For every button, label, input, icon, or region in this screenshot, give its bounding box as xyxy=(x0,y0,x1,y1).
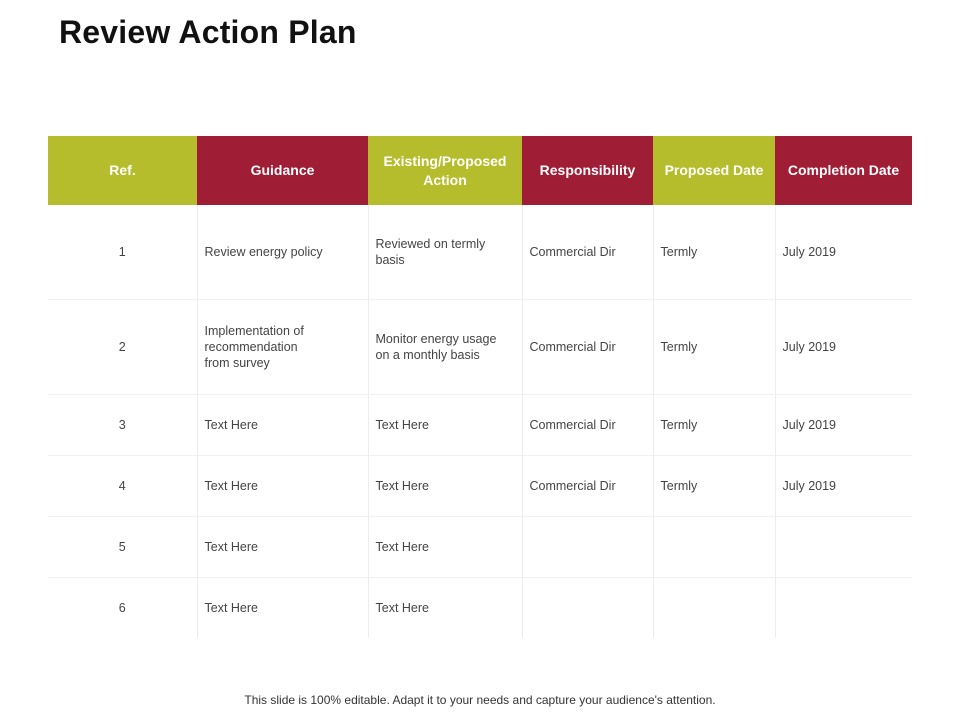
cell-completion-date xyxy=(775,578,912,639)
action-plan-table xyxy=(48,136,912,638)
cell-guidance: Text Here xyxy=(197,578,368,639)
table-row xyxy=(48,300,912,395)
cell-completion-date: July 2019 xyxy=(775,300,912,395)
table-row xyxy=(48,205,912,300)
cell-completion-date xyxy=(775,517,912,578)
cell-action: Reviewed on termly basis xyxy=(368,205,522,300)
cell-ref: 1 xyxy=(48,205,197,300)
cell-completion-date: July 2019 xyxy=(775,456,912,517)
cell-completion-date: July 2019 xyxy=(775,395,912,456)
cell-responsibility xyxy=(522,578,653,639)
cell-proposed-date: Termly xyxy=(653,205,775,300)
table-row xyxy=(48,395,912,456)
cell-completion-date: July 2019 xyxy=(775,205,912,300)
header-responsibility: Responsibility xyxy=(522,136,653,205)
cell-responsibility: Commercial Dir xyxy=(522,205,653,300)
cell-responsibility xyxy=(522,517,653,578)
cell-responsibility: Commercial Dir xyxy=(522,456,653,517)
cell-guidance: Text Here xyxy=(197,456,368,517)
cell-proposed-date xyxy=(653,578,775,639)
cell-ref: 5 xyxy=(48,517,197,578)
cell-ref: 4 xyxy=(48,456,197,517)
cell-responsibility: Commercial Dir xyxy=(522,395,653,456)
cell-ref: 6 xyxy=(118,601,126,615)
cell-ref: 3 xyxy=(48,395,197,456)
cell-ref: 2 xyxy=(48,300,197,395)
cell-guidance: Text Here xyxy=(197,517,368,578)
cell-action: Text Here xyxy=(368,517,522,578)
cell-proposed-date: Termly xyxy=(653,395,775,456)
header-completion-date: Completion Date xyxy=(775,136,912,205)
table-row xyxy=(48,578,912,639)
cell-responsibility: Commercial Dir xyxy=(522,300,653,395)
cell-proposed-date xyxy=(653,517,775,578)
header-action: Existing/Proposed Action xyxy=(368,136,522,205)
footer-note: This slide is 100% editable. Adapt it to your needs and capture your audience's attention. xyxy=(244,693,716,707)
cell-action: Text Here xyxy=(368,578,522,639)
header-ref: Ref. xyxy=(48,136,197,205)
cell-action: Monitor energy usage on a monthly basis xyxy=(368,300,522,395)
header-proposed-date: Proposed Date xyxy=(653,136,775,205)
table-row xyxy=(48,456,912,517)
table-header-row xyxy=(48,136,912,205)
cell-proposed-date: Termly xyxy=(653,456,775,517)
cell-action: Text Here xyxy=(368,395,522,456)
cell-guidance: Review energy policy xyxy=(197,205,368,300)
page-title: Review Action Plan xyxy=(59,14,357,50)
cell-proposed-date: Termly xyxy=(653,300,775,395)
cell-guidance: Implementation of recommendation from survey xyxy=(197,300,368,395)
header-guidance: Guidance xyxy=(197,136,368,205)
table-row xyxy=(48,517,912,578)
cell-action: Text Here xyxy=(368,456,522,517)
cell-guidance: Text Here xyxy=(197,395,368,456)
